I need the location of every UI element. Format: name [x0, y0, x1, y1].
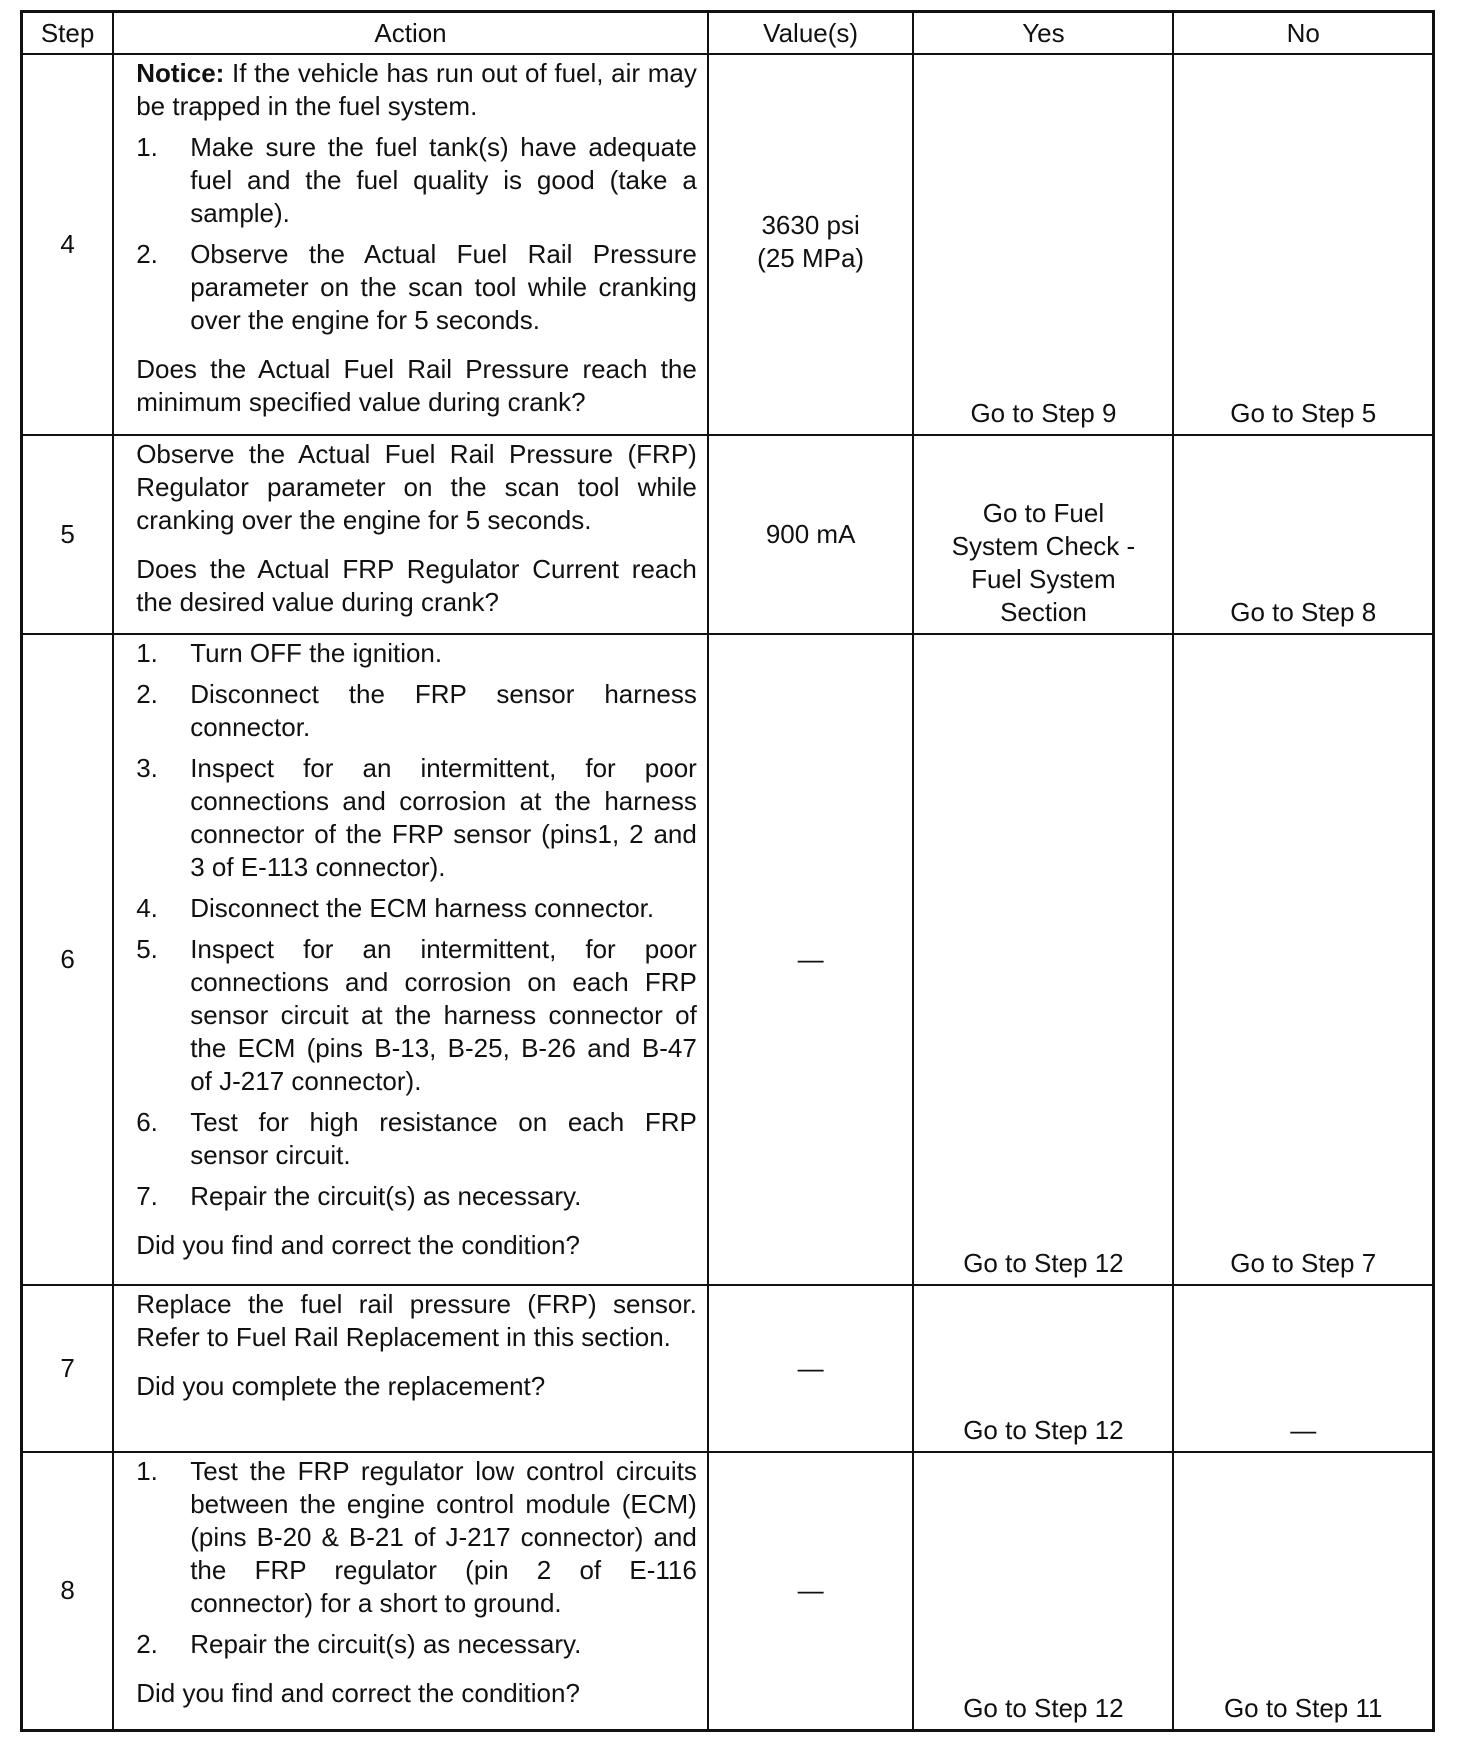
item-text: Disconnect the FRP sensor harness connector. [190, 678, 697, 742]
question: Did you find and correct the condition? [136, 1677, 580, 1708]
list-item [136, 238, 697, 337]
list-item [136, 131, 697, 230]
header-yes: Yes [913, 12, 1173, 55]
yes-cell: Go to Step 12 [913, 1452, 1173, 1731]
yes-cell: Go to Step 12 [913, 634, 1173, 1286]
header-no: No [1173, 12, 1433, 55]
step-number: 7 [22, 1285, 114, 1451]
item-text: Turn OFF the ignition. [190, 637, 443, 668]
action-text: Replace the fuel rail pressure (FRP) sensor. Refer to Fuel Rail Replacement in this section. [136, 1289, 697, 1353]
step-number: 8 [22, 1452, 114, 1731]
yes-line-4: Section [1000, 596, 1087, 627]
table-row-step-5 [22, 435, 1434, 634]
item-number: 2. [136, 239, 158, 269]
notice-label: Notice: [136, 58, 225, 88]
question: Does the Actual FRP Regulator Current reach the desired value during crank? [136, 554, 697, 618]
action-list [136, 1455, 697, 1661]
header-values: Value(s) [708, 12, 914, 55]
value-cell: 900 mA [708, 435, 914, 634]
diagnostic-table [20, 10, 1435, 1732]
value-cell [708, 54, 914, 435]
yes-line-2: System Check - [951, 530, 1136, 561]
item-text: Repair the circuit(s) as necessary. [190, 1180, 582, 1211]
action-cell [113, 54, 708, 435]
table-row-step-8 [22, 1452, 1434, 1731]
action-cell [113, 435, 708, 634]
list-item [136, 637, 697, 670]
table-row-step-4 [22, 54, 1434, 435]
list-item [136, 1106, 697, 1172]
item-number: 1. [136, 637, 158, 668]
item-text: Make sure the fuel tank(s) have adequate fuel and the fuel quality is good (take a sample). [190, 132, 697, 228]
step-number: 4 [22, 54, 114, 435]
notice-paragraph [136, 57, 697, 123]
action-text: Observe the Actual Fuel Rail Pressure (FRP) Regulator parameter on the scan tool while cranking over the engine for 5 seconds. [136, 439, 697, 536]
header-row [22, 12, 1434, 55]
no-cell: Go to Step 11 [1173, 1452, 1433, 1731]
item-number: 1. [136, 132, 158, 162]
no-cell: Go to Step 5 [1173, 54, 1433, 435]
item-text: Inspect for an intermittent, for poor connections and corrosion on each FRP sensor circuit at the harness connector of the ECM (pins B-13, B-25, B-26 and B-47 of J-217 connector). [190, 933, 697, 1096]
no-cell: Go to Step 7 [1173, 634, 1433, 1286]
item-number: 5. [136, 933, 158, 964]
step-number: 6 [22, 634, 114, 1286]
action-cell [113, 1285, 708, 1451]
question: Did you find and correct the condition? [136, 1229, 580, 1260]
action-list [136, 637, 697, 1213]
yes-cell [913, 435, 1173, 634]
step-number: 5 [22, 435, 114, 634]
list-item [136, 892, 697, 925]
item-number: 1. [136, 1455, 158, 1486]
item-number: 3. [136, 752, 158, 783]
value-line-2: (25 MPa) [757, 243, 865, 273]
table-row-step-7 [22, 1285, 1434, 1451]
item-number: 2. [136, 678, 158, 709]
notice-text: If the vehicle has run out of fuel, air may be trapped in the fuel system. [136, 58, 697, 121]
item-text: Test for high resistance on each FRP sensor circuit. [190, 1106, 697, 1170]
item-number: 6. [136, 1106, 158, 1137]
yes-cell: Go to Step 9 [913, 54, 1173, 435]
item-number: 2. [136, 1628, 158, 1659]
item-text: Disconnect the ECM harness connector. [190, 892, 655, 923]
action-cell [113, 1452, 708, 1731]
header-step: Step [22, 12, 114, 55]
header-action: Action [113, 12, 708, 55]
item-text: Inspect for an intermittent, for poor connections and corrosion at the harness connector of the FRP sensor (pins1, 2 and 3 of E-113 connector). [190, 752, 697, 882]
yes-line-1: Go to Fuel [982, 497, 1105, 528]
yes-line-3: Fuel System [971, 563, 1116, 594]
list-item [136, 1455, 697, 1620]
item-number: 7. [136, 1180, 158, 1211]
list-item [136, 752, 697, 884]
list-item [136, 1180, 697, 1213]
table-row-step-6 [22, 634, 1434, 1286]
action-cell [113, 634, 708, 1286]
no-cell: — [1173, 1285, 1433, 1451]
question: Did you complete the replacement? [136, 1371, 546, 1402]
no-cell: Go to Step 8 [1173, 435, 1433, 634]
list-item [136, 1628, 697, 1661]
value-cell: — [708, 1285, 914, 1451]
value-cell: — [708, 634, 914, 1286]
item-text: Observe the Actual Fuel Rail Pressure parameter on the scan tool while cranking over the engine for 5 seconds. [190, 239, 697, 335]
yes-cell: Go to Step 12 [913, 1285, 1173, 1451]
list-item [136, 678, 697, 744]
question: Does the Actual Fuel Rail Pressure reach the minimum specified value during crank? [136, 354, 697, 417]
list-item [136, 933, 697, 1098]
value-cell: — [708, 1452, 914, 1731]
item-text: Repair the circuit(s) as necessary. [190, 1628, 582, 1659]
item-text: Test the FRP regulator low control circuits between the engine control module (ECM) (pins B-20 & B-21 of J-217 connector) and the FRP regulator (pin 2 of E-116 connector) for a short to ground. [190, 1455, 697, 1618]
value-line-1: 3630 psi [761, 210, 860, 240]
action-list [136, 131, 697, 337]
item-number: 4. [136, 892, 158, 923]
